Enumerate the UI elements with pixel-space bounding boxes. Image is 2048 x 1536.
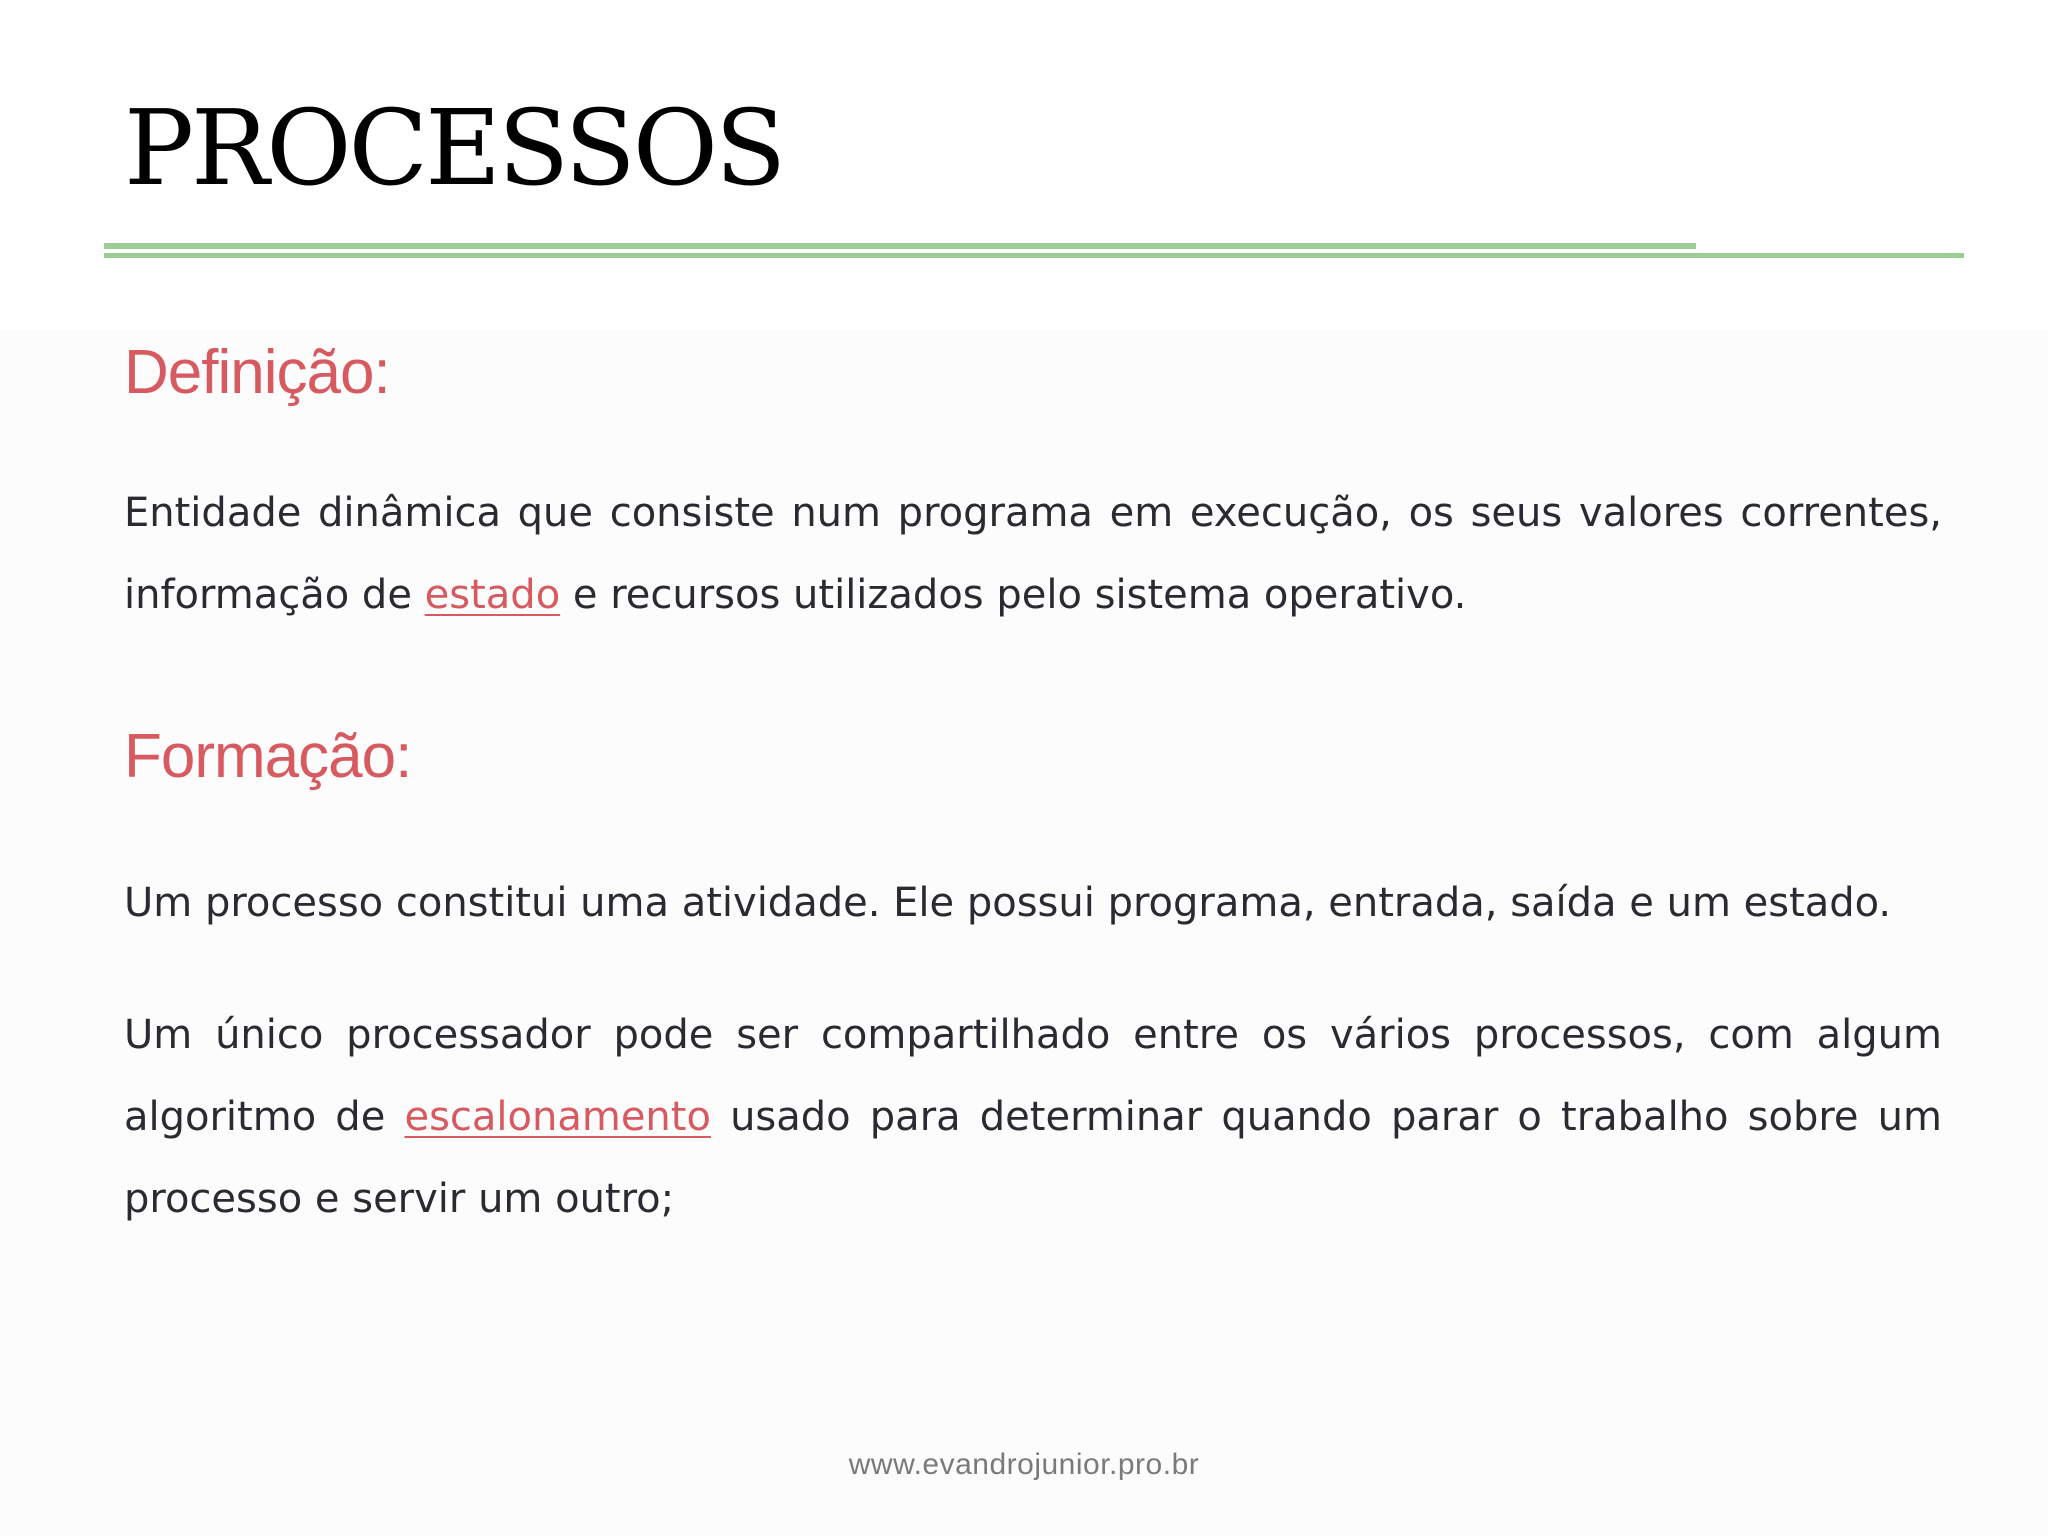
definition-text-end: e recursos utilizados pelo sistema operativo. bbox=[560, 572, 1467, 618]
title-underline-upper bbox=[104, 243, 1696, 249]
slide-title: PROCESSOS bbox=[124, 87, 784, 209]
formation-paragraph-1: Um processo constitui uma atividade. Ele possui programa, entrada, saída e um estado. bbox=[124, 880, 1892, 926]
definition-text-start: Entidade dinâmica que consiste num programa em execução, os seus valores correntes, informação de bbox=[124, 490, 1942, 618]
heading-formacao: Formação: bbox=[124, 722, 412, 791]
title-underline-lower bbox=[104, 253, 1964, 258]
footer-url: www.evandrojunior.pro.br bbox=[848, 1448, 1200, 1481]
heading-definicao: Definição: bbox=[124, 338, 390, 407]
formation-text-end: usado para determinar quando parar o trabalho sobre um processo e servir um outro; bbox=[124, 1094, 1942, 1222]
escalonamento-link[interactable]: escalonamento bbox=[404, 1094, 711, 1140]
formation-paragraph-2 bbox=[124, 994, 1942, 1240]
estado-link[interactable]: estado bbox=[424, 572, 561, 618]
formation-text-start: Um único processador pode ser compartilhado entre os vários processos, com algum algoritmo de bbox=[124, 1012, 1942, 1140]
definition-paragraph bbox=[124, 472, 1942, 636]
